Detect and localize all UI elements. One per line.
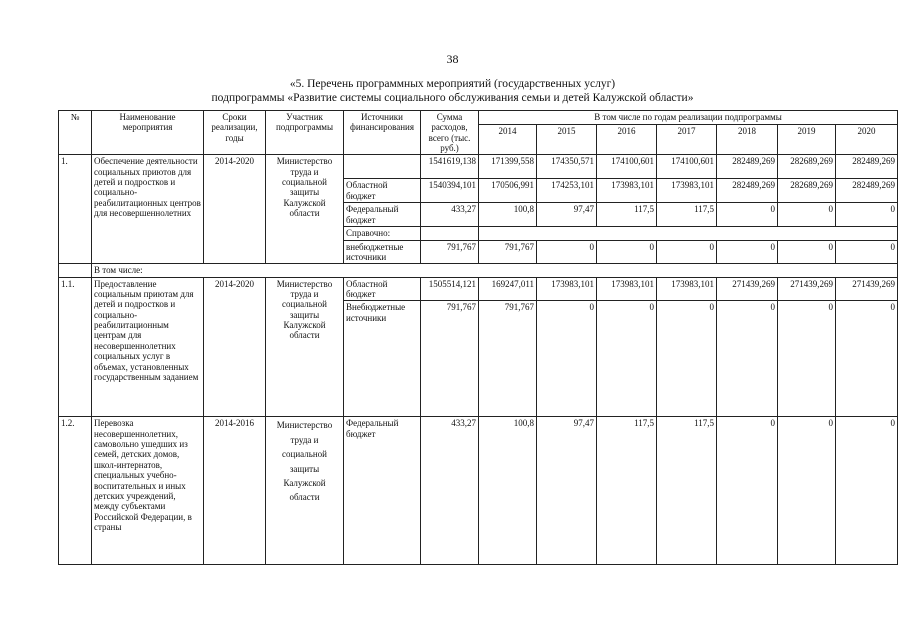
year-cell: 0 bbox=[836, 240, 898, 264]
year-cell: 0 bbox=[778, 203, 836, 227]
sum-cell: 1505514,121 bbox=[421, 277, 479, 301]
year-cell: 0 bbox=[836, 203, 898, 227]
year-cell: 0 bbox=[778, 240, 836, 264]
year-cell: 174100,601 bbox=[597, 155, 657, 179]
sum-cell: 1541619,138 bbox=[421, 155, 479, 179]
header-year-2017: 2017 bbox=[657, 124, 717, 155]
year-cell: 282489,269 bbox=[717, 179, 778, 203]
activity-name: Перевозка несовершеннолетних, самовольно ушедших из семей, детских домов, школ-интернатов, специальных учебно-воспитательных и иных детских учреждений, между субъектами Российской Федерации, в страны bbox=[92, 417, 204, 565]
source-cell: внебюджетные источники bbox=[344, 240, 421, 264]
activity-participant: Министерство труда и социальной защиты Калужской области bbox=[266, 417, 344, 565]
year-cell: 170506,991 bbox=[479, 179, 537, 203]
year-cell: 117,5 bbox=[657, 203, 717, 227]
year-cell: 271439,269 bbox=[836, 277, 898, 301]
year-cell: 0 bbox=[717, 301, 778, 417]
year-cell: 282689,269 bbox=[778, 155, 836, 179]
sum-cell: 433,27 bbox=[421, 203, 479, 227]
year-cell: 0 bbox=[836, 301, 898, 417]
year-cell: 0 bbox=[537, 240, 597, 264]
year-cell: 173983,101 bbox=[537, 277, 597, 301]
activity-participant: Министерство труда и социальной защиты Калужской области bbox=[266, 155, 344, 264]
year-cell: 169247,011 bbox=[479, 277, 537, 301]
table-row bbox=[59, 277, 898, 301]
sum-cell: 1540394,101 bbox=[421, 179, 479, 203]
header-row bbox=[59, 111, 898, 125]
including-label: В том числе: bbox=[92, 264, 898, 277]
year-cell: 100,8 bbox=[479, 417, 537, 565]
year-cell: 271439,269 bbox=[717, 277, 778, 301]
year-cell: 174350,571 bbox=[537, 155, 597, 179]
source-cell bbox=[344, 155, 421, 179]
activity-terms: 2014-2020 bbox=[204, 155, 266, 264]
year-cell: 282489,269 bbox=[836, 179, 898, 203]
year-cell: 174253,101 bbox=[537, 179, 597, 203]
row-number: 1.1. bbox=[59, 277, 92, 417]
source-cell: Областной бюджет bbox=[344, 179, 421, 203]
year-cell: 0 bbox=[597, 301, 657, 417]
empty-cell bbox=[59, 264, 92, 277]
header-year-2020: 2020 bbox=[836, 124, 898, 155]
row-number: 1.2. bbox=[59, 417, 92, 565]
header-year-2018: 2018 bbox=[717, 124, 778, 155]
year-cell: 117,5 bbox=[657, 417, 717, 565]
sum-cell: 433,27 bbox=[421, 417, 479, 565]
empty-cell bbox=[421, 227, 479, 240]
header-sum: Сумма расходов, всего (тыс. руб.) bbox=[421, 111, 479, 155]
year-cell: 97,47 bbox=[537, 203, 597, 227]
activity-name: Предоставление социальным приютам для детей и подростков и социально-реабилитационным центрам для несовершеннолетних социальных услуг в объемах, установленных государственным заданием bbox=[92, 277, 204, 417]
source-cell: Федеральный бюджет bbox=[344, 417, 421, 565]
year-cell: 173983,101 bbox=[657, 277, 717, 301]
year-cell: 0 bbox=[836, 417, 898, 565]
header-name: Наименование мероприятия bbox=[92, 111, 204, 155]
activity-name: Обеспечение деятельности социальных приютов для детей и подростков и социально-реабилитационных центров для несовершеннолетних bbox=[92, 155, 204, 264]
year-cell: 173983,101 bbox=[597, 277, 657, 301]
table-row bbox=[59, 417, 898, 565]
sum-cell: 791,767 bbox=[421, 301, 479, 417]
year-cell: 0 bbox=[778, 417, 836, 565]
year-cell: 0 bbox=[717, 203, 778, 227]
header-participant: Участник подпрограммы bbox=[266, 111, 344, 155]
row-number: 1. bbox=[59, 155, 92, 264]
including-row bbox=[59, 264, 898, 277]
year-cell: 117,5 bbox=[597, 203, 657, 227]
year-cell: 791,767 bbox=[479, 301, 537, 417]
header-year-2019: 2019 bbox=[778, 124, 836, 155]
activity-participant: Министерство труда и социальной защиты Калужской области bbox=[266, 277, 344, 417]
year-cell: 0 bbox=[537, 301, 597, 417]
year-cell: 97,47 bbox=[537, 417, 597, 565]
empty-cell bbox=[479, 227, 898, 240]
table-row bbox=[59, 155, 898, 179]
source-cell: Внебюджетные источники bbox=[344, 301, 421, 417]
section-title-line-2: подпрограммы «Развитие системы социального обслуживания семьи и детей Калужской области» bbox=[211, 92, 694, 104]
year-cell: 117,5 bbox=[597, 417, 657, 565]
activity-terms: 2014-2016 bbox=[204, 417, 266, 565]
year-cell: 271439,269 bbox=[778, 277, 836, 301]
header-year-2014: 2014 bbox=[479, 124, 537, 155]
activity-terms: 2014-2020 bbox=[204, 277, 266, 417]
header-year-2016: 2016 bbox=[597, 124, 657, 155]
section-title-line-1: «5. Перечень программных мероприятий (государственных услуг) bbox=[289, 78, 616, 90]
header-terms: Сроки реализации, годы bbox=[204, 111, 266, 155]
year-cell: 282489,269 bbox=[836, 155, 898, 179]
year-cell: 0 bbox=[657, 240, 717, 264]
page-number: 38 bbox=[446, 52, 459, 66]
year-cell: 100,8 bbox=[479, 203, 537, 227]
year-cell: 791,767 bbox=[479, 240, 537, 264]
sum-cell: 791,767 bbox=[421, 240, 479, 264]
header-by-years: В том числе по годам реализации подпрограммы bbox=[479, 111, 898, 125]
year-cell: 282489,269 bbox=[717, 155, 778, 179]
year-cell: 282689,269 bbox=[778, 179, 836, 203]
year-cell: 174100,601 bbox=[657, 155, 717, 179]
header-sources: Источники финансирования bbox=[344, 111, 421, 155]
source-cell: Областной бюджет bbox=[344, 277, 421, 301]
header-num: № bbox=[59, 111, 92, 155]
program-activities-table bbox=[58, 110, 898, 565]
year-cell: 171399,558 bbox=[479, 155, 537, 179]
reference-label: Справочно: bbox=[344, 227, 421, 240]
year-cell: 173983,101 bbox=[657, 179, 717, 203]
year-cell: 0 bbox=[717, 240, 778, 264]
year-cell: 173983,101 bbox=[597, 179, 657, 203]
year-cell: 0 bbox=[778, 301, 836, 417]
year-cell: 0 bbox=[657, 301, 717, 417]
header-year-2015: 2015 bbox=[537, 124, 597, 155]
year-cell: 0 bbox=[597, 240, 657, 264]
source-cell: Федеральный бюджет bbox=[344, 203, 421, 227]
year-cell: 0 bbox=[717, 417, 778, 565]
